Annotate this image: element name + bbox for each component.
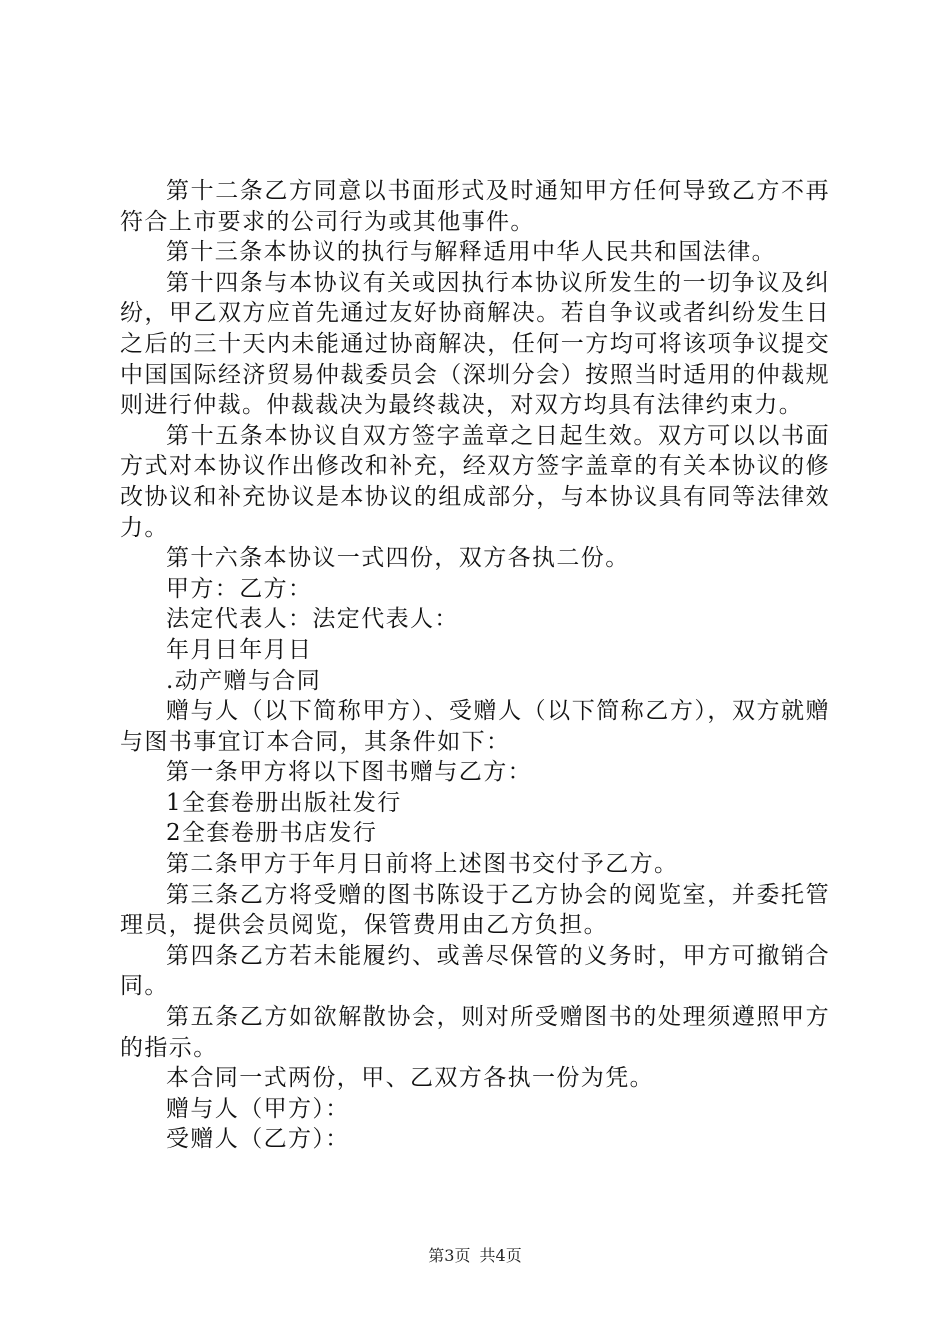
page-number: 第3页	[428, 1246, 471, 1265]
page-footer	[0, 1243, 950, 1266]
clause-13: 第十三条本协议的执行与解释适用中华人民共和国法律。	[166, 239, 776, 266]
page-total: 共4页	[479, 1246, 522, 1265]
signature-representatives: 法定代表人：法定代表人：	[166, 606, 459, 633]
article-3: 第三条乙方将受赠的图书陈设于乙方协会的阅览室，并委托管理员，提供会员阅览，保管费用由乙方负担。	[120, 881, 830, 939]
article-4: 第四条乙方若未能履约、或善尽保管的义务时，甲方可撤销合同。	[120, 942, 830, 1000]
document-body	[120, 176, 830, 1155]
donor-signature: 赠与人（甲方）：	[166, 1095, 350, 1122]
clause-15: 第十五条本协议自双方签字盖章之日起生效。双方可以以书面方式对本协议作出修改和补充，经双方签字盖章的有关本协议的修改协议和补充协议是本协议的组成部分，与本协议具有同等法律效力。	[120, 422, 830, 541]
signature-dates: 年月日年月日	[166, 636, 313, 663]
signature-parties: 甲方：乙方：	[166, 575, 313, 602]
clause-14: 第十四条与本协议有关或因执行本协议所发生的一切争议及纠纷，甲乙双方应首先通过友好协商解决。若自争议或者纠纷发生日之后的三十天内未能通过协商解决，任何一方均可将该项争议提交中国国际经济贸易仲裁委员会（深圳分会）按照当时适用的仲裁规则进行仲裁。仲裁裁决为最终裁决，对双方均具有法律约束力。	[120, 269, 830, 419]
copies-clause: 本合同一式两份，甲、乙双方各执一份为凭。	[166, 1065, 654, 1092]
donee-signature: 受赠人（乙方）：	[166, 1126, 350, 1153]
article-1-item-2: 2全套卷册书店发行	[166, 820, 378, 847]
article-1-item-1: 1全套卷册出版社发行	[166, 789, 402, 816]
clause-12: 第十二条乙方同意以书面形式及时通知甲方任何导致乙方不再符合上市要求的公司行为或其他事件。	[120, 178, 830, 235]
article-5: 第五条乙方如欲解散协会，则对所受赠图书的处理须遵照甲方的指示。	[120, 1004, 830, 1061]
article-1: 第一条甲方将以下图书赠与乙方：	[166, 759, 532, 786]
contract-intro: 赠与人（以下简称甲方）、受赠人（以下简称乙方），双方就赠与图书事宜订本合同，其条件如下：	[120, 698, 830, 755]
article-2: 第二条甲方于年月日前将上述图书交付予乙方。	[166, 851, 679, 878]
contract-title: .动产赠与合同	[166, 667, 322, 694]
clause-16: 第十六条本协议一式四份，双方各执二份。	[166, 545, 630, 572]
